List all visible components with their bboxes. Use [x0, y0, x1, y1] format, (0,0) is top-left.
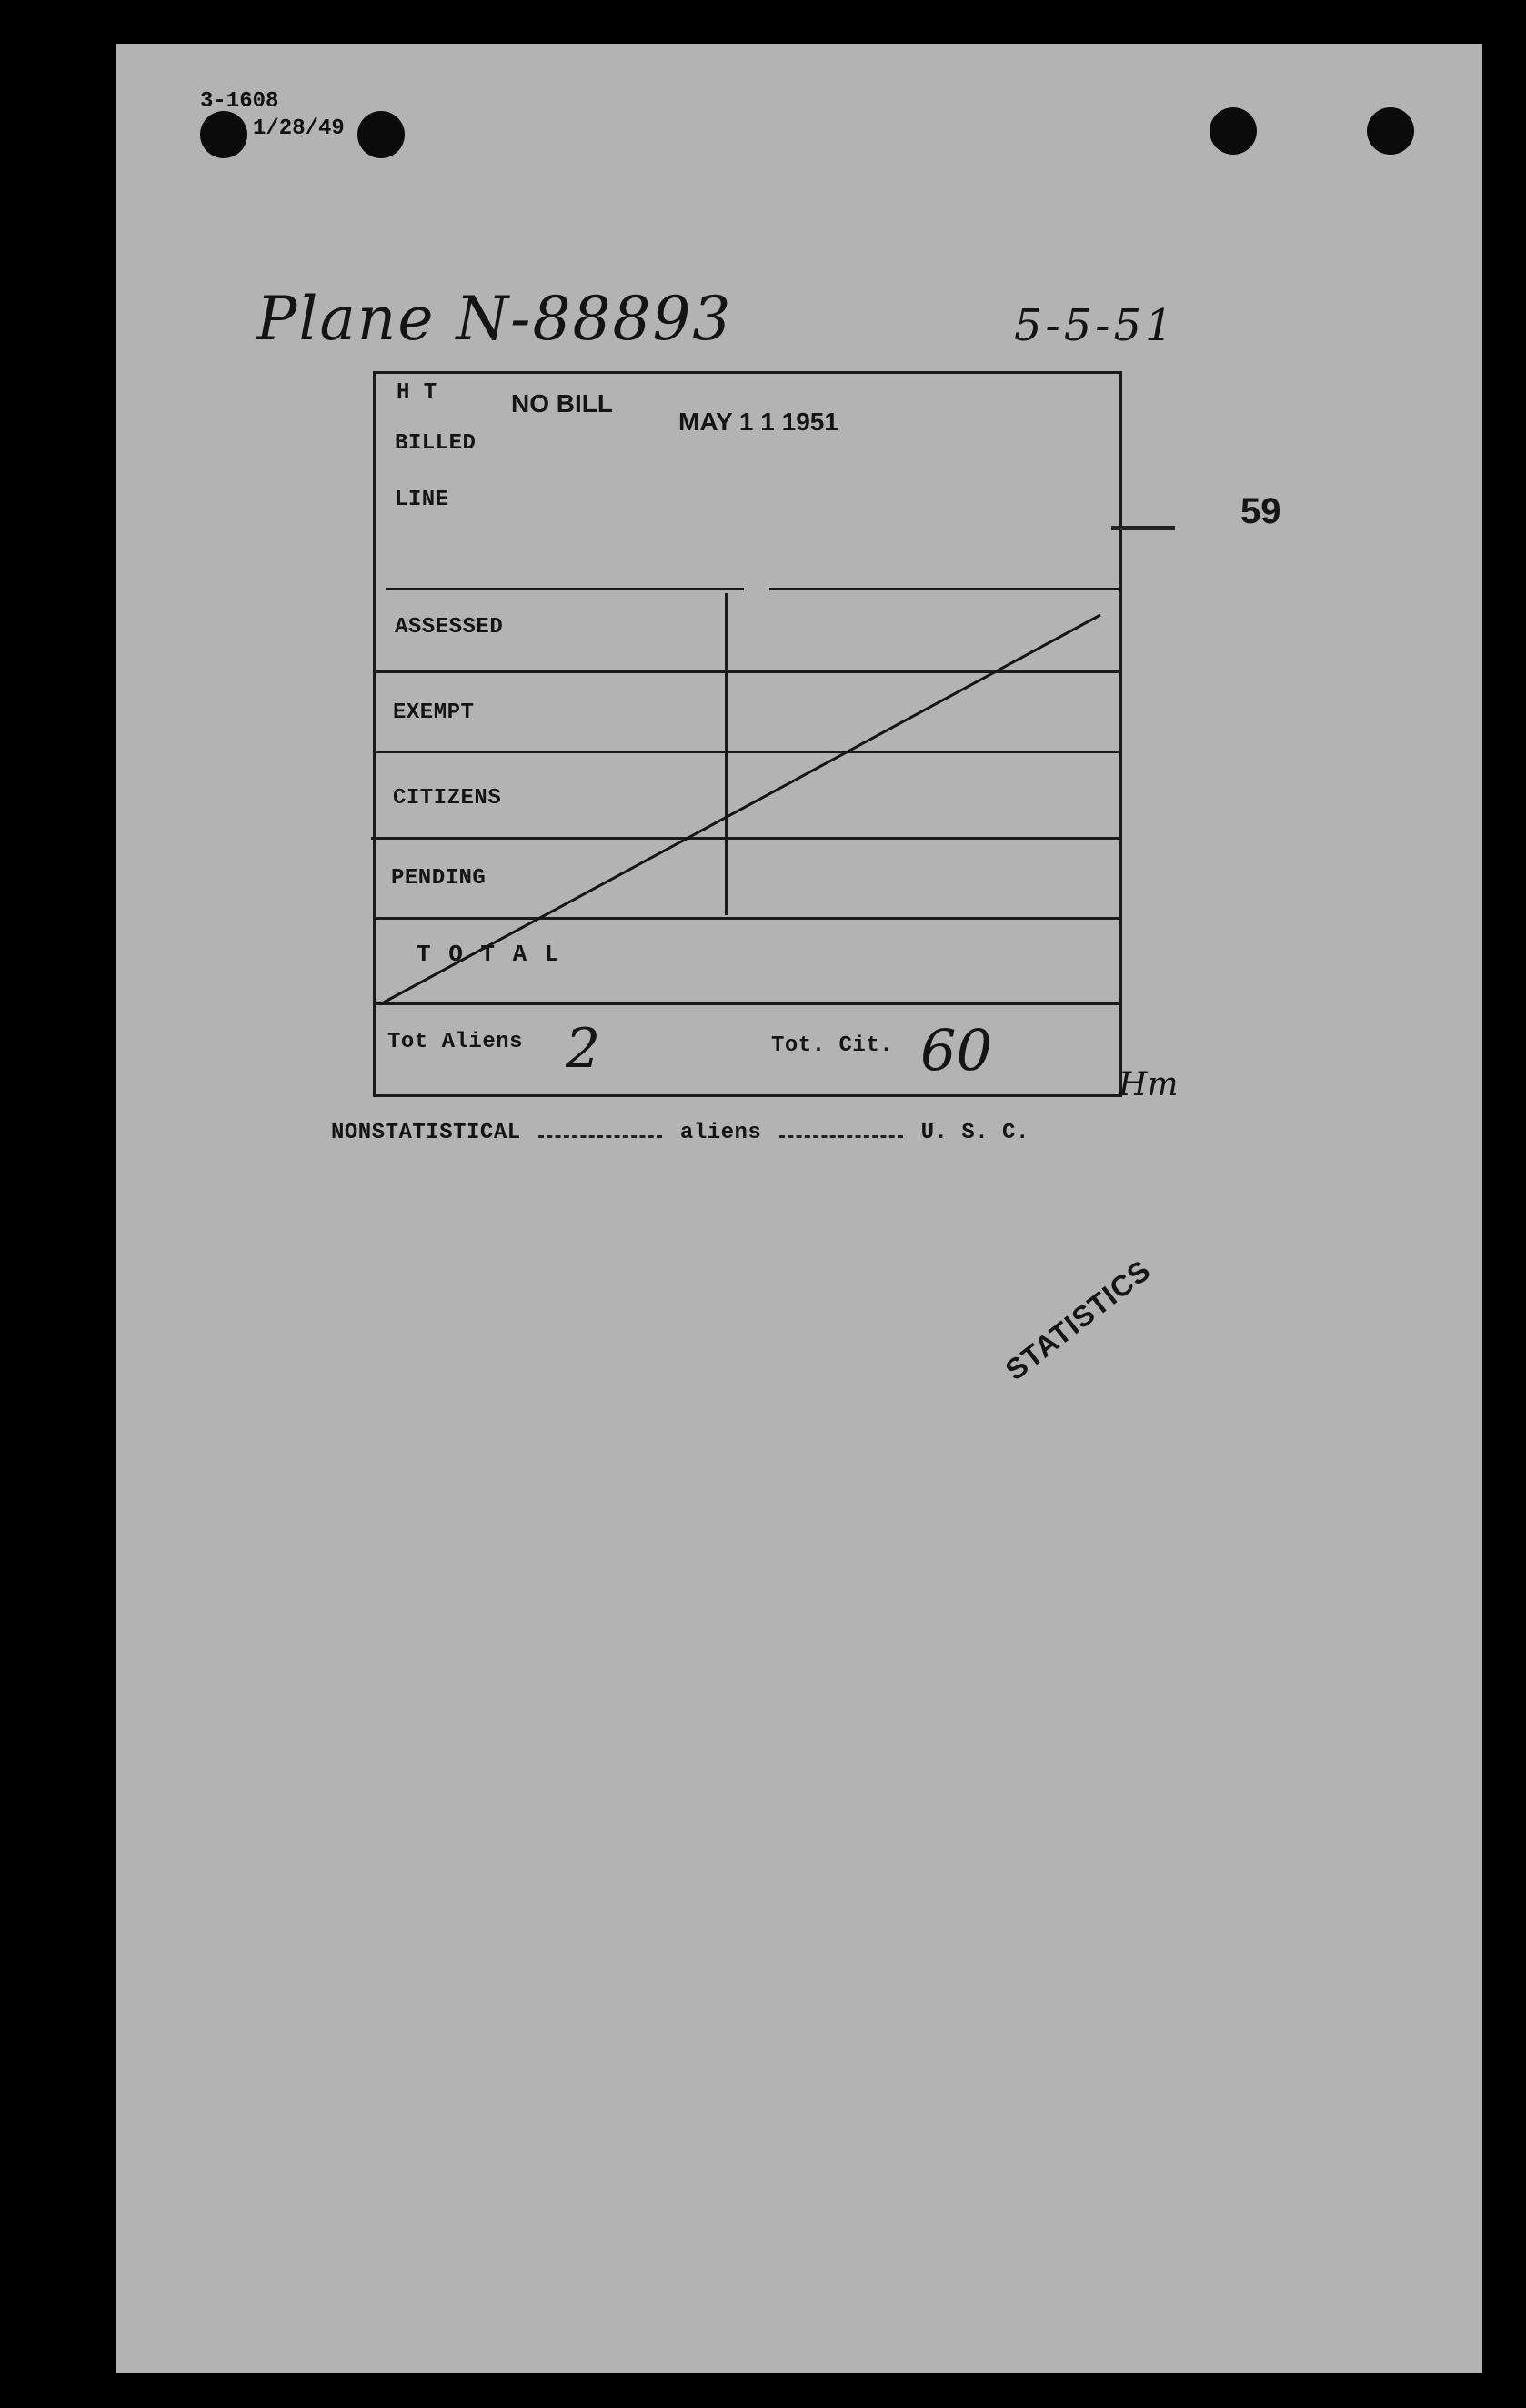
aliens-label: aliens [679, 1121, 762, 1145]
form-date: 1/28/49 [253, 116, 345, 141]
tot-aliens-value: 2 [566, 1017, 601, 1081]
aliens-blank [779, 1135, 903, 1138]
usc-label: U. S. C. [920, 1121, 1029, 1145]
ht-label: H T [397, 380, 437, 405]
dash-mark [1111, 526, 1175, 530]
nonstatistical-label: NONSTATISTICAL [331, 1121, 521, 1145]
row-label-assessed: ASSESSED [395, 615, 504, 640]
line-label: LINE [395, 488, 449, 512]
initials: Hm [1119, 1066, 1179, 1103]
handwritten-date: 5-5-51 [1014, 300, 1177, 351]
nonstatistical-line [331, 1121, 1029, 1145]
received-date-stamp: MAY 1 1 1951 [678, 408, 838, 436]
nonstatistical-blank [538, 1135, 662, 1138]
row-label-exempt: EXEMPT [393, 700, 475, 725]
total-label: T O T A L [417, 941, 561, 968]
plane-number: Plane N-88893 [256, 284, 733, 354]
tot-aliens-label: Tot Aliens [387, 1030, 524, 1054]
no-bill-stamp: NO BILL [511, 389, 613, 418]
tot-cit-label: Tot. Cit. [771, 1033, 894, 1058]
page-count-stamp: 59 [1240, 491, 1281, 531]
billed-label: BILLED [395, 431, 477, 456]
form-number: 3-1608 [200, 89, 279, 114]
statistics-stamp: STATISTICS [999, 1253, 1158, 1387]
tot-cit-value: 60 [920, 1017, 992, 1083]
row-label-citizens: CITIZENS [393, 786, 502, 811]
row-label-pending: PENDING [391, 866, 487, 891]
